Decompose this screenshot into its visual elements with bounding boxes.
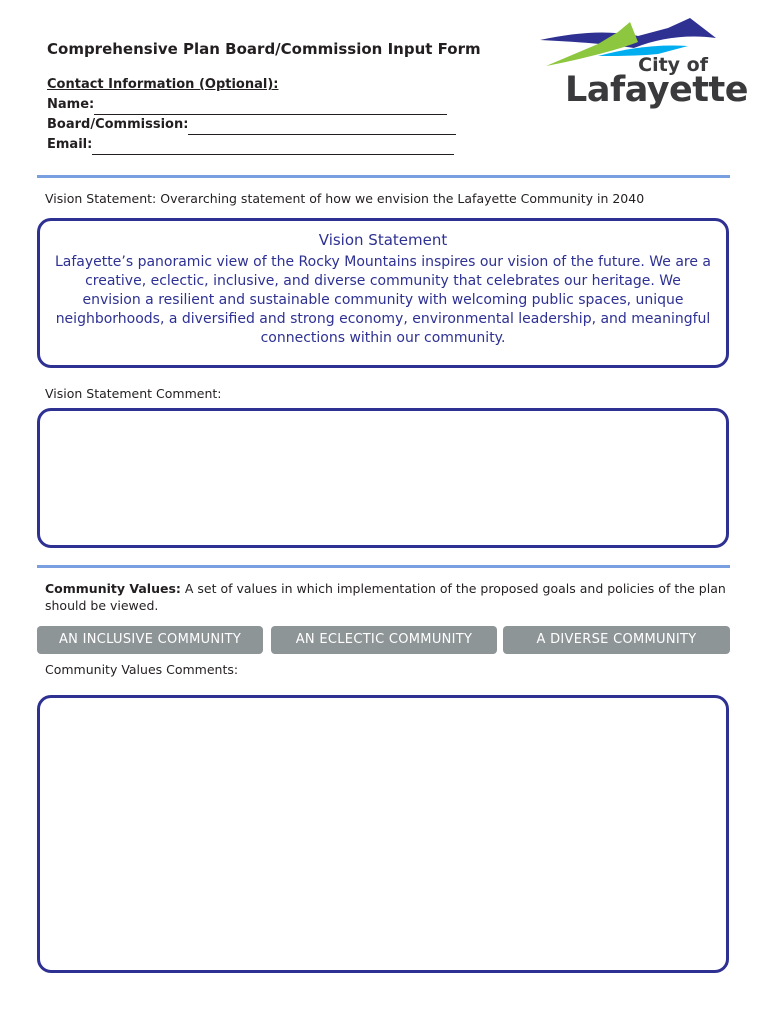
vision-comment-input[interactable] (40, 411, 726, 545)
contact-info-block (47, 75, 456, 155)
vision-statement-box (37, 218, 729, 368)
board-label: Board/Commission: (47, 117, 189, 132)
community-values-label: Community Values: (45, 581, 181, 596)
values-comment-input[interactable] (40, 698, 726, 970)
section-divider (37, 565, 730, 568)
vision-comment-label: Vision Statement Comment: (45, 386, 222, 401)
values-comment-label: Community Values Comments: (45, 662, 239, 677)
name-field[interactable] (94, 98, 447, 115)
email-row (47, 135, 456, 155)
value-inclusive-button[interactable]: AN INCLUSIVE COMMUNITY (37, 626, 263, 654)
logo-name-text: Lafayette (565, 70, 748, 110)
community-values-description (45, 580, 735, 614)
community-values-text: A set of values in which implementation of the proposed goals and policies of the plan should be viewed. (45, 581, 726, 613)
board-row (47, 115, 456, 135)
value-diverse-button[interactable]: A DIVERSE COMMUNITY (503, 626, 730, 654)
vision-comment-box (37, 408, 729, 548)
email-field[interactable] (92, 138, 454, 155)
name-row (47, 95, 456, 115)
form-title: Comprehensive Plan Board/Commission Input Form (47, 40, 481, 58)
value-eclectic-button[interactable]: AN ECLECTIC COMMUNITY (271, 626, 497, 654)
vision-section-label: Vision Statement: Overarching statement of how we envision the Lafayette Community in 2040 (45, 191, 645, 206)
vision-box-title: Vision Statement (318, 231, 448, 249)
city-logo (538, 14, 748, 110)
email-label: Email: (47, 137, 93, 152)
board-field[interactable] (188, 118, 456, 135)
section-divider (37, 175, 730, 178)
vision-box-text: Lafayette’s panoramic view of the Rocky Mountains inspires our vision of the future. We are a creative, eclectic, inclusive, and diverse community that celebrates our heritage. We envision a resilient and sustainable community with welcoming public spaces, unique neighborhoods, a diversified and strong economy, environmental leadership, and meaningful connections within our community. (55, 254, 711, 346)
values-comment-box (37, 695, 729, 973)
logo-city-text: City of (638, 54, 708, 76)
name-label: Name: (47, 97, 95, 112)
contact-heading: Contact Information (Optional): (47, 77, 279, 92)
